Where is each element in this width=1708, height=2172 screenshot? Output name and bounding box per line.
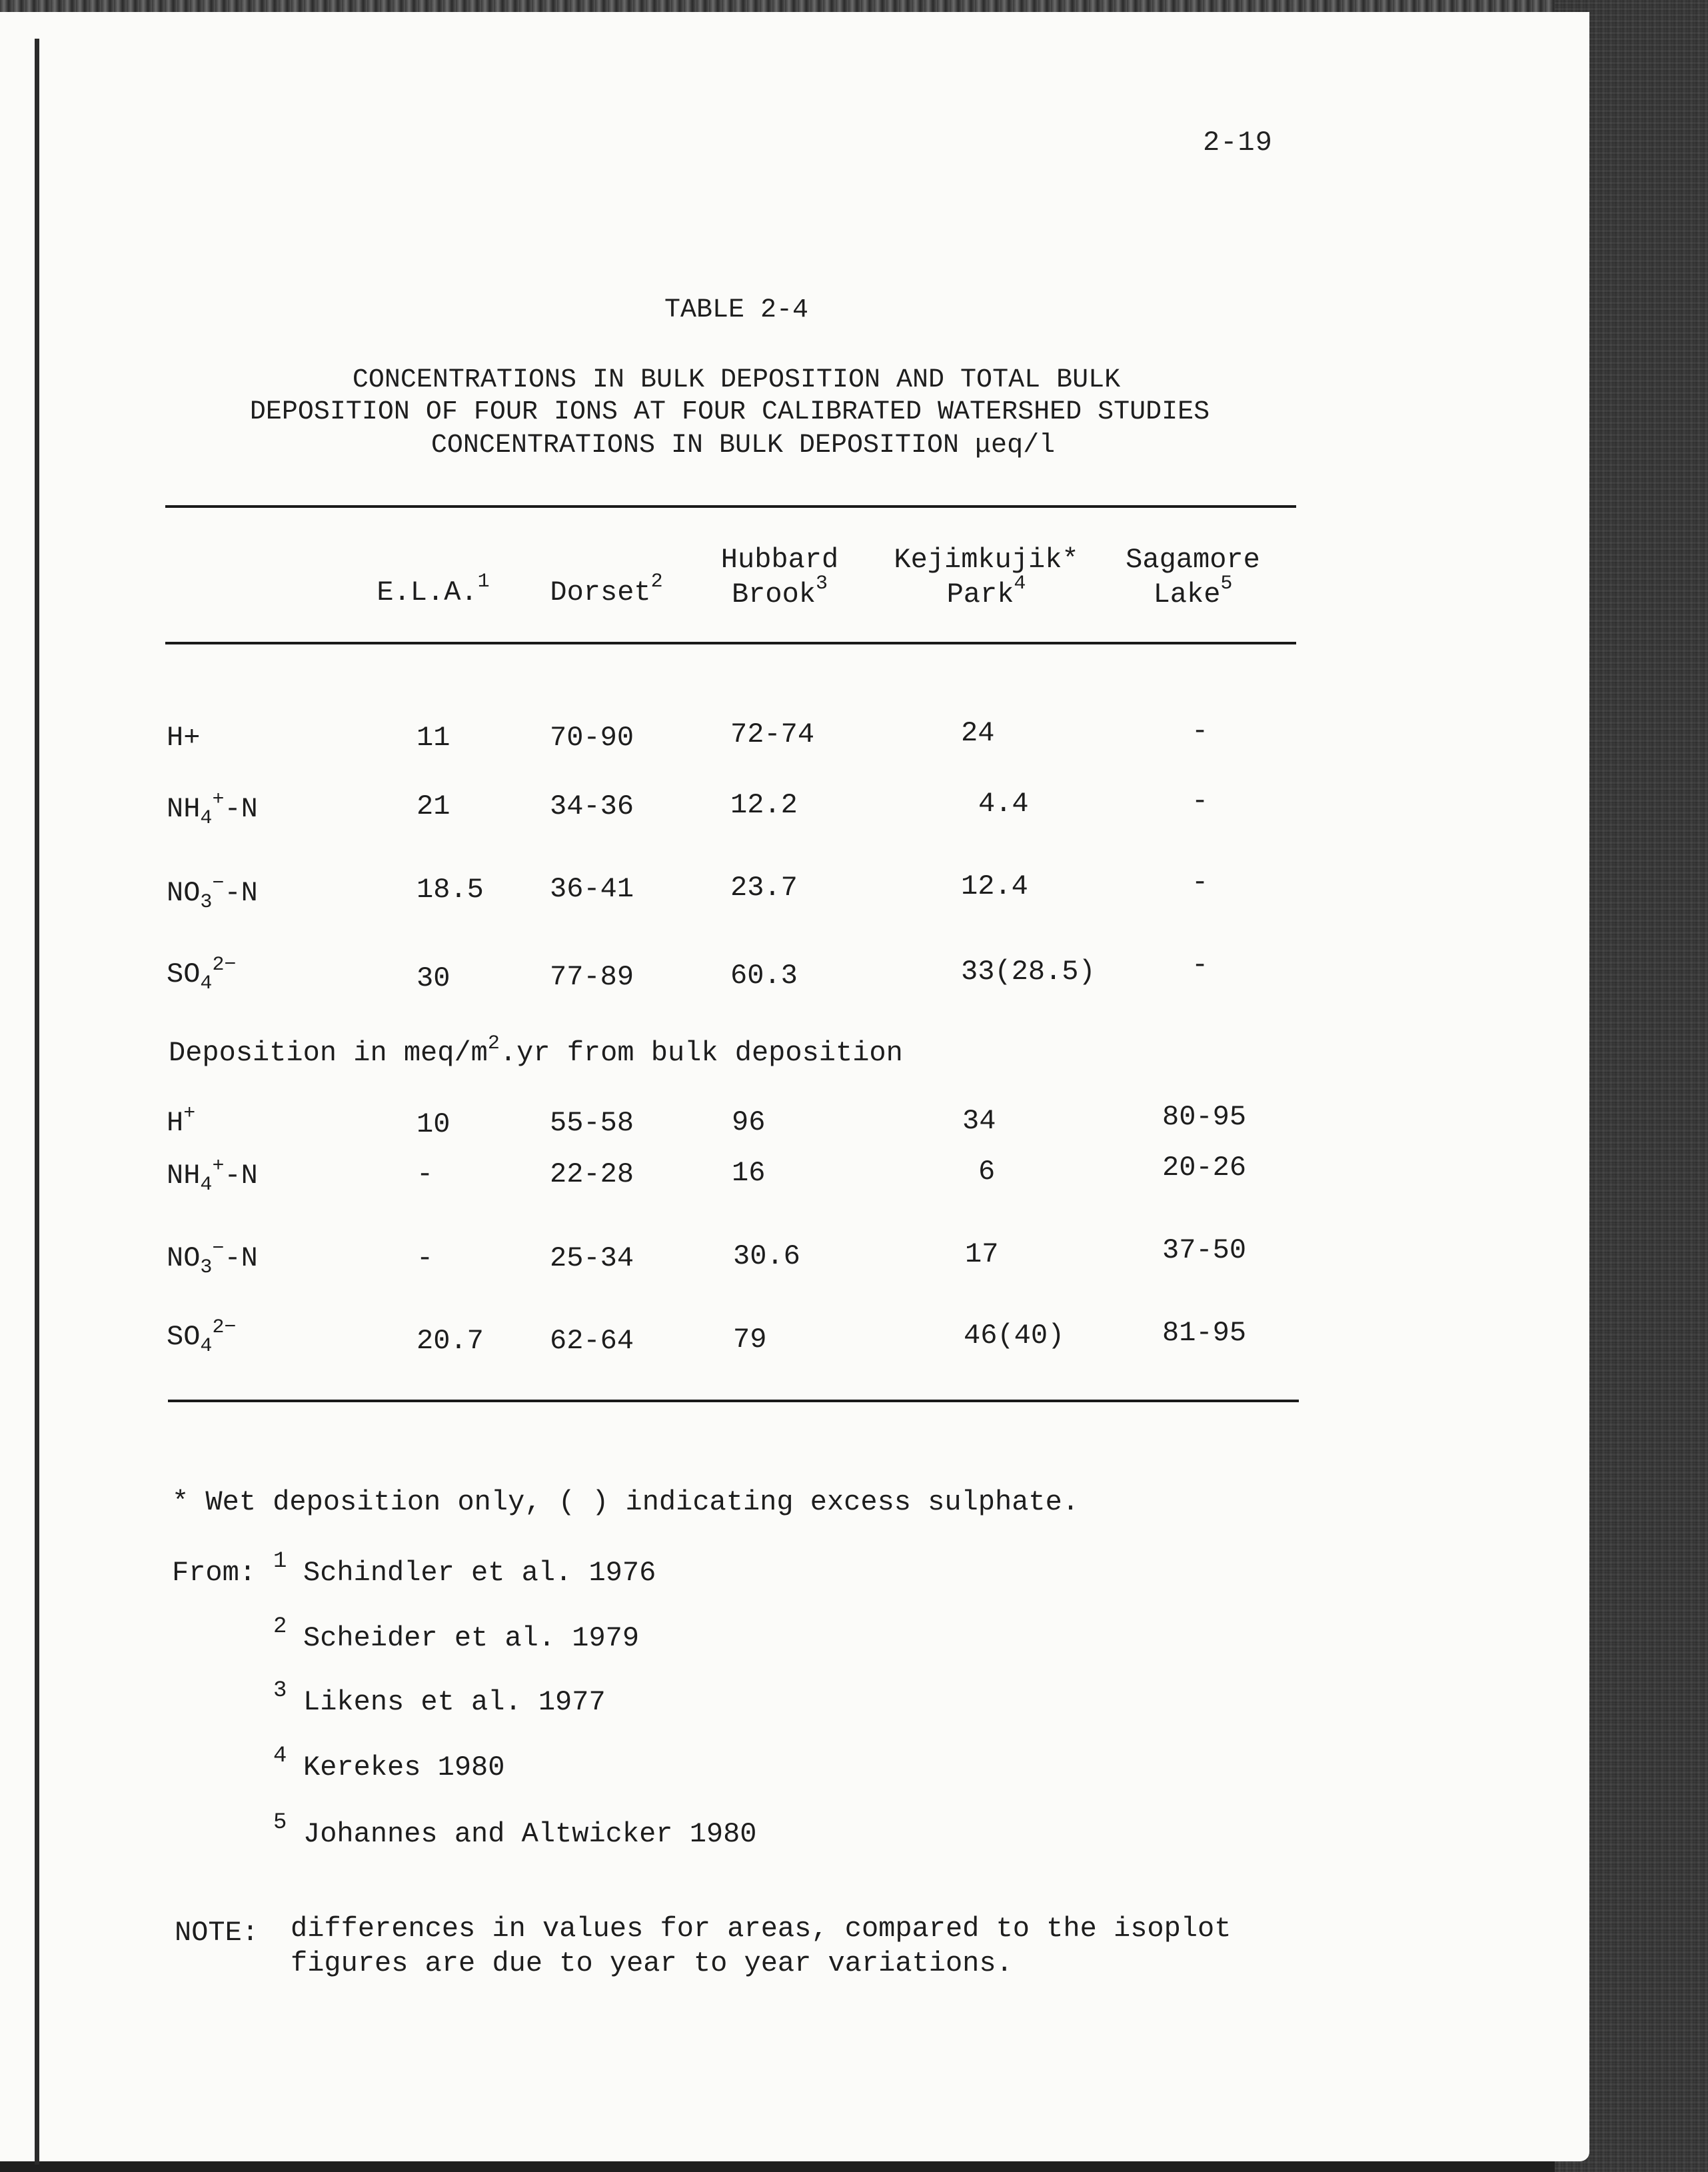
ion-label: [167, 1102, 196, 1139]
table-cell: 16: [732, 1157, 766, 1189]
table-cell: 96: [732, 1106, 766, 1138]
column-header-name: Dorset: [550, 576, 651, 608]
column-header-sup: 5: [1220, 572, 1233, 595]
table-cell: 18.5: [417, 874, 484, 906]
table-cell: 4.4: [978, 788, 1029, 820]
ion-base: SO: [167, 1321, 201, 1353]
table-label: TABLE 2-4: [664, 295, 809, 325]
column-header-line2: [1106, 572, 1280, 612]
ion-label: [167, 1155, 258, 1196]
table-cell: 20-26: [1162, 1152, 1247, 1184]
table-cell: 30: [417, 962, 450, 994]
table-cell: 37-50: [1162, 1234, 1247, 1266]
table-cell: 46(40): [964, 1320, 1065, 1352]
table-cell: 34-36: [550, 790, 634, 822]
note-label: NOTE:: [175, 1917, 259, 1949]
ion-sup: 2−: [212, 954, 237, 976]
reference-text: Johannes and Altwicker 1980: [303, 1818, 757, 1850]
ion-base: NH: [167, 1160, 201, 1192]
column-header-line1: Sagamore: [1126, 544, 1260, 576]
table-cell: 70-90: [550, 722, 634, 754]
footnote: * Wet deposition only, ( ) indicating excess sulphate.: [172, 1486, 1080, 1518]
column-header-name: Park: [946, 578, 1014, 610]
deposition-heading-prefix: Deposition in meq/m: [169, 1037, 488, 1069]
ion-sub: 4: [200, 807, 213, 830]
deposition-heading-sup: 2: [487, 1032, 500, 1055]
ion-sub: 3: [200, 1256, 213, 1279]
deposition-heading: [169, 1032, 903, 1069]
ion-base: H+: [167, 722, 201, 754]
title-line-3: CONCENTRATIONS IN BULK DEPOSITION μeq/l: [430, 431, 1056, 461]
table-bottom-rule: [168, 1400, 1299, 1402]
reference-number: 4: [273, 1743, 287, 1769]
table-cell: 81-95: [1162, 1317, 1247, 1349]
table-cell: 23.7: [730, 872, 798, 904]
binding-edge: [35, 39, 39, 2165]
table-cell: 79: [733, 1324, 767, 1356]
table-cell: 22-28: [550, 1158, 634, 1190]
ion-base: NO: [167, 1242, 201, 1274]
column-header-line1: Kejimkujik*: [894, 544, 1079, 576]
column-header-line2: [533, 570, 680, 610]
ion-tail: -N: [224, 1242, 258, 1274]
note-line-1: differences in values for areas, compared to the isoplot: [291, 1913, 1232, 1945]
ion-base: NH: [167, 793, 201, 825]
ion-label: [167, 1316, 237, 1358]
page-number: 2-19: [1203, 127, 1273, 159]
table-cell: 10: [417, 1108, 450, 1140]
column-header-sup: 3: [816, 572, 828, 595]
table-cell: 60.3: [730, 960, 798, 992]
column-header-hubbard-brook: [693, 543, 866, 612]
ion-label: [167, 788, 258, 830]
table-cell: -: [417, 1242, 434, 1274]
table-cell: 24: [961, 717, 995, 749]
table-cell: 6: [978, 1156, 996, 1188]
references-label: From:: [172, 1557, 257, 1589]
table-cell: 12.2: [730, 789, 798, 821]
reference-text: Schindler et al. 1976: [303, 1557, 656, 1589]
ion-tail: -N: [224, 877, 258, 909]
column-header-sup: 1: [477, 570, 490, 593]
document-page: [0, 12, 1589, 2161]
ion-tail: -N: [224, 793, 258, 825]
column-header-line2: [360, 570, 506, 610]
reference-text: Scheider et al. 1979: [303, 1622, 640, 1654]
table-cell: 12.4: [961, 870, 1028, 902]
column-header-line1: Hubbard: [720, 544, 839, 576]
deposition-heading-suffix: .yr from bulk deposition: [499, 1037, 903, 1069]
title-line-1: CONCENTRATIONS IN BULK DEPOSITION AND TOTAL BULK: [352, 365, 1121, 395]
ion-sup: −: [212, 1238, 225, 1260]
table-cell: -: [1192, 785, 1209, 817]
ion-base: NO: [167, 877, 201, 909]
column-header-line2: [693, 572, 866, 612]
table-cell: 20.7: [417, 1325, 484, 1357]
column-header-sagamore-lake: [1106, 543, 1280, 612]
column-header-sup: 2: [650, 570, 663, 593]
column-header-name: Brook: [731, 578, 816, 610]
ion-sup: 2−: [212, 1316, 237, 1339]
column-header-name: E.L.A.: [377, 576, 478, 608]
ion-base: SO: [167, 958, 201, 990]
header-bottom-rule: [165, 642, 1296, 644]
reference-text: Kerekes 1980: [303, 1751, 505, 1783]
table-cell: 72-74: [730, 718, 815, 750]
table-cell: -: [1192, 866, 1209, 898]
reference-text: Likens et al. 1977: [303, 1686, 606, 1718]
table-cell: 34: [962, 1105, 996, 1137]
column-header-name: Lake: [1153, 578, 1221, 610]
title-line-2: DEPOSITION OF FOUR IONS AT FOUR CALIBRATED WATERSHED STUDIES: [249, 397, 1210, 427]
table-top-rule: [165, 505, 1296, 508]
column-header-ela: [360, 570, 506, 610]
ion-label: [167, 722, 200, 754]
table-cell: 25-34: [550, 1242, 634, 1274]
table-cell: 30.6: [733, 1240, 800, 1272]
table-cell: 77-89: [550, 961, 634, 993]
table-cell: 36-41: [550, 873, 634, 905]
ion-tail: -N: [224, 1160, 258, 1192]
table-cell: -: [1192, 949, 1209, 981]
ion-sub: 4: [200, 972, 213, 995]
ion-base: H: [167, 1107, 184, 1139]
ion-sup: −: [212, 872, 225, 895]
ion-sup: +: [212, 1155, 225, 1178]
table-cell: 33(28.5): [961, 956, 1096, 988]
column-header-kejimkujik-park: [880, 543, 1093, 612]
reference-number: 1: [273, 1549, 287, 1574]
table-cell: 21: [417, 790, 450, 822]
column-header-dorset: [533, 570, 680, 610]
column-header-line2: [880, 572, 1093, 612]
table-cell: 11: [417, 722, 450, 754]
ion-sup: +: [183, 1102, 196, 1125]
table-cell: 55-58: [550, 1107, 634, 1139]
table-cell: 80-95: [1162, 1101, 1247, 1133]
ion-label: [167, 872, 258, 914]
table-cell: 62-64: [550, 1325, 634, 1357]
reference-number: 3: [273, 1678, 287, 1703]
table-cell: 17: [965, 1238, 999, 1270]
ion-sub: 3: [200, 891, 213, 914]
reference-number: 5: [273, 1810, 287, 1835]
column-header-sup: 4: [1014, 572, 1026, 595]
reference-number: 2: [273, 1614, 287, 1639]
ion-sup: +: [212, 788, 225, 811]
ion-sub: 4: [200, 1335, 213, 1358]
ion-label: [167, 1238, 258, 1279]
note-line-2: figures are due to year to year variations.: [291, 1947, 1013, 1979]
ion-sub: 4: [200, 1174, 213, 1196]
ion-label: [167, 954, 237, 995]
table-cell: -: [1192, 715, 1209, 747]
table-cell: -: [417, 1158, 434, 1190]
